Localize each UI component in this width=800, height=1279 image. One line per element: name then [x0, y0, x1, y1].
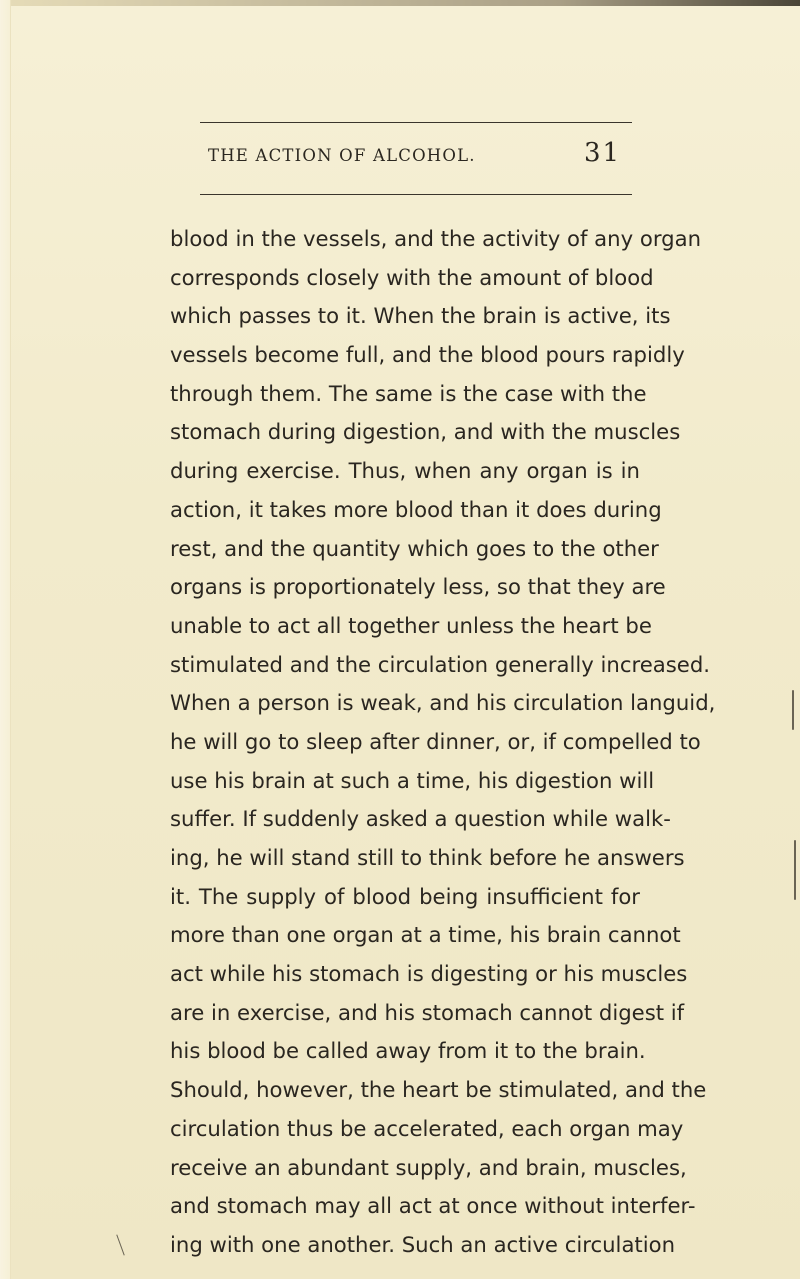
page-number: 31: [584, 138, 622, 168]
text-line: suffer. If suddenly asked a question while walk-: [170, 806, 671, 832]
text-line: it. The supply of blood being insufficient for: [170, 883, 640, 909]
text-line: organs is proportionately less, so that they are: [170, 574, 666, 600]
text-line: stomach during digestion, and with the muscles: [170, 419, 681, 445]
running-head: THE ACTION OF ALCOHOL.: [208, 146, 476, 165]
page-left-edge: [0, 0, 11, 1279]
page-top-edge: [0, 0, 800, 6]
text-line: through them. The same is the case with the: [170, 380, 647, 406]
text-line: Should, however, the heart be stimulated, and the: [170, 1077, 707, 1103]
page-edge-mark: [792, 690, 794, 730]
text-line: When a person is weak, and his circulation languid,: [170, 690, 716, 716]
text-line: use his brain at such a time, his digestion will: [170, 767, 655, 793]
text-line: are in exercise, and his stomach cannot digest if: [170, 999, 685, 1025]
text-line: receive an abundant supply, and brain, muscles,: [170, 1154, 687, 1180]
text-line: during exercise. Thus, when any organ is in: [170, 458, 640, 484]
text-line: ing with one another. Such an active circulation: [170, 1231, 676, 1257]
body-text: [170, 220, 716, 1265]
text-line: ing, he will stand still to think before he answers: [170, 845, 685, 870]
text-line: more than one organ at a time, his brain cannot: [170, 922, 681, 948]
text-line: stimulated and the circulation generally increased.: [170, 651, 711, 677]
text-line: and stomach may all act at once without interfer-: [170, 1193, 696, 1219]
header-bottom-rule: [200, 194, 632, 195]
text-line: his blood be called away from it to the brain.: [170, 1038, 646, 1064]
header-top-rule: [200, 122, 632, 123]
text-line: which passes to it. When the brain is active, its: [170, 303, 671, 329]
page-speck: [116, 1234, 124, 1255]
text-line: unable to act all together unless the heart be: [170, 612, 652, 638]
page-edge-mark: [794, 840, 796, 900]
text-line: blood in the vessels, and the activity of any organ: [170, 226, 702, 251]
text-line: rest, and the quantity which goes to the other: [170, 535, 659, 561]
text-line: action, it takes more blood than it does during: [170, 496, 662, 522]
page-header: [200, 118, 640, 196]
text-line: circulation thus be accelerated, each organ may: [170, 1115, 684, 1141]
text-line: corresponds closely with the amount of blood: [170, 264, 654, 290]
text-line: act while his stomach is digesting or his muscles: [170, 961, 688, 987]
text-line: he will go to sleep after dinner, or, if compelled to: [170, 728, 701, 754]
text-line: vessels become full, and the blood pours rapidly: [170, 342, 685, 368]
